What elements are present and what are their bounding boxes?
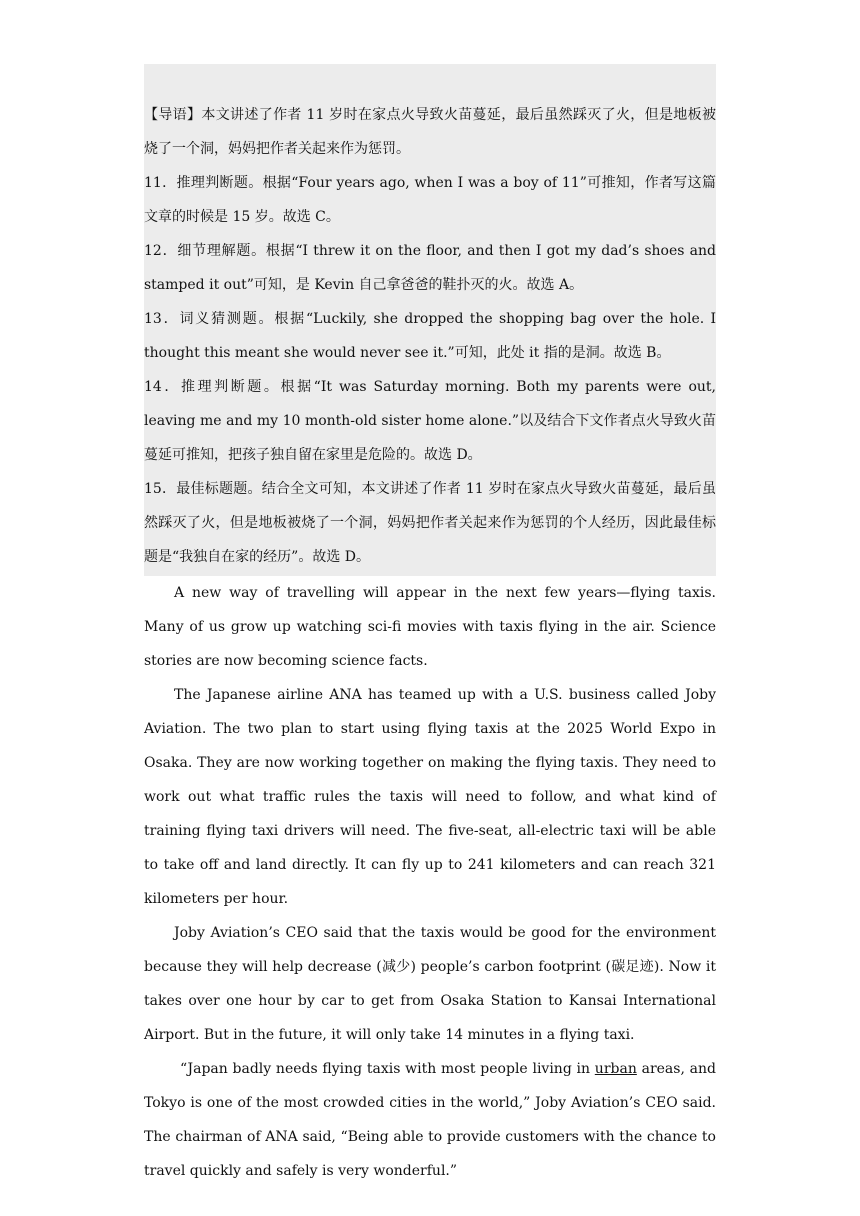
article-paragraph-1: A new way of travelling will appear in the next few years—flying taxis. Many of us grow up watching sci-fi movies with taxis flying in the air. Science stories are now becoming science facts. <box>144 585 716 669</box>
paragraph-4-text-end: areas, and Tokyo is one of the most crowded cities in the world,” Joby Aviation’s CEO said. The chairman of ANA said, “Being able to provide customers with the chance to travel quickly and safely is very wonderful.” <box>144 1061 716 1179</box>
guide-paragraph: 【导语】本文讲述了作者 11 岁时在家点火导致火苗蔓延，最后虽然踩灭了火，但是地板被烧了一个洞，妈妈把作者关起来作为惩罚。 <box>144 107 716 157</box>
answer-explanation-box <box>144 64 716 576</box>
document-page <box>144 64 716 1188</box>
article-paragraph-4 <box>144 1052 716 1188</box>
answer-item-12: 12．细节理解题。根据“I threw it on the floor, and then I got my dad’s shoes and stamped it out”可知，是 Kevin 自己拿爸爸的鞋扑灭的火。故选 A。 <box>144 243 716 293</box>
answer-item-15: 15．最佳标题题。结合全文可知，本文讲述了作者 11 岁时在家点火导致火苗蔓延，最后虽然踩灭了火，但是地板被烧了一个洞，妈妈把作者关起来作为惩罚的个人经历，因此最佳标题是“我独自在家的经历”。故选 D。 <box>144 481 716 565</box>
paragraph-4-text-start: “Japan badly needs flying taxis with most people living in <box>180 1061 595 1077</box>
answer-item-13: 13．词义猜测题。根据“Luckily, she dropped the shopping bag over the hole. I thought this meant she would never see it.”可知，此处 it 指的是洞。故选 B。 <box>144 311 716 361</box>
underlined-word-urban: urban <box>594 1061 637 1077</box>
reading-article <box>144 576 716 1188</box>
article-paragraph-2: The Japanese airline ANA has teamed up with a U.S. business called Joby Aviation. The two plan to start using flying taxis at the 2025 World Expo in Osaka. They are now working together on making the flying taxis. They need to work out what traffic rules the taxis will need to follow, and what kind of training flying taxi drivers will need. The five-seat, all-electric taxi will be able to take off and land directly. It can fly up to 241 kilometers and can reach 321 kilometers per hour. <box>144 687 716 907</box>
answer-item-14: 14．推理判断题。根据“It was Saturday morning. Both my parents were out, leaving me and my 10 month-old sister home alone.”以及结合下文作者点火导致火苗蔓延可推知，把孩子独自留在家里是危险的。故选 D。 <box>144 379 716 463</box>
article-paragraph-3: Joby Aviation’s CEO said that the taxis would be good for the environment because they will help decrease (减少) people’s carbon footprint (碳足迹). Now it takes over one hour by car to get from Osaka Station to Kansai International Airport. But in the future, it will only take 14 minutes in a flying taxi. <box>144 925 716 1043</box>
answer-item-11: 11．推理判断题。根据“Four years ago, when I was a boy of 11”可推知，作者写这篇文章的时候是 15 岁。故选 C。 <box>144 175 716 225</box>
